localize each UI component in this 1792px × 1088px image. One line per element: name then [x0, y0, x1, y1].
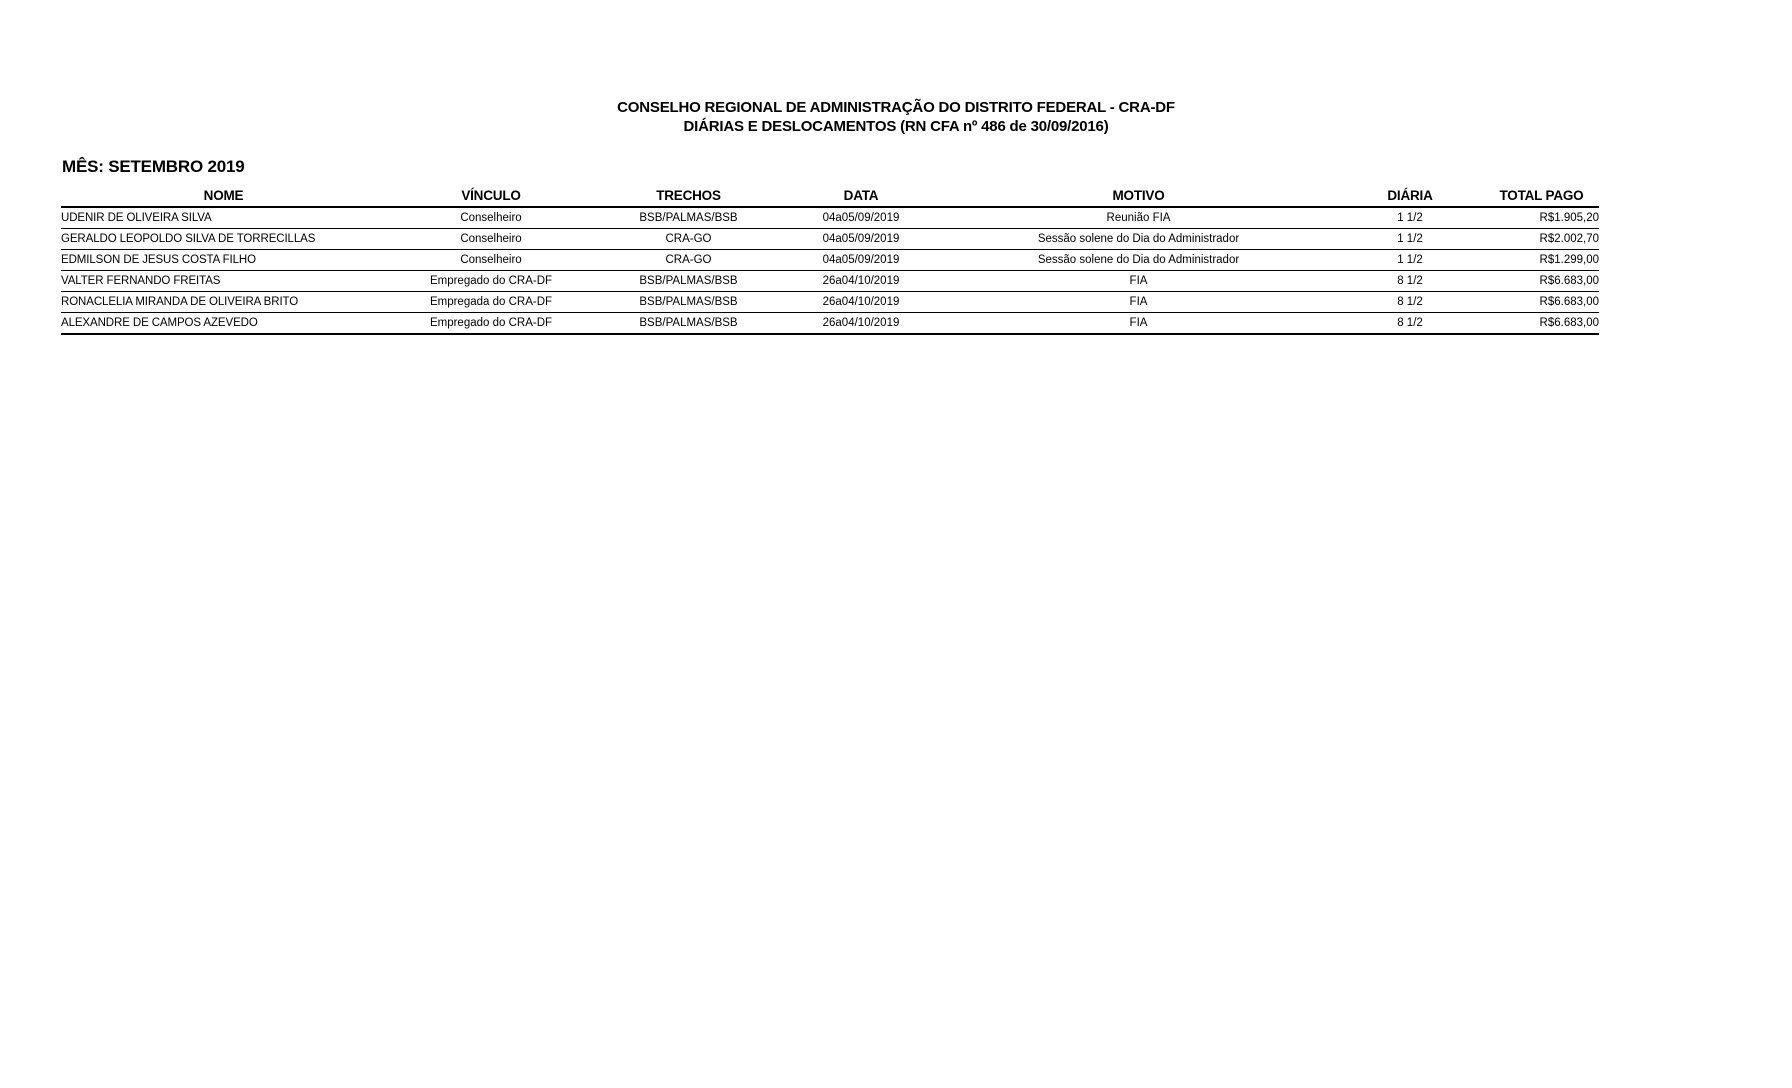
cell-vinculo: Empregado do CRA-DF — [386, 313, 596, 335]
cell-nome: RONACLELIA MIRANDA DE OLIVEIRA BRITO — [61, 292, 386, 313]
document-subtitle: DIÁRIAS E DESLOCAMENTOS (RN CFA nº 486 de 30/09/2016) — [683, 118, 1109, 136]
column-header-nome: NOME — [61, 188, 386, 207]
cell-vinculo: Conselheiro — [386, 229, 596, 250]
cell-total-pago: R$6.683,00 — [1484, 271, 1599, 292]
cell-motivo: Reunião FIA — [941, 207, 1336, 229]
table-row — [61, 250, 1599, 271]
column-header-data: DATA — [781, 188, 941, 207]
cell-trechos: BSB/PALMAS/BSB — [596, 271, 781, 292]
document-header — [0, 98, 1792, 136]
cell-nome: ALEXANDRE DE CAMPOS AZEVEDO — [61, 313, 386, 335]
cell-total-pago: R$1.299,00 — [1484, 250, 1599, 271]
cell-total-pago: R$6.683,00 — [1484, 292, 1599, 313]
cell-diaria: 1 1/2 — [1336, 250, 1484, 271]
table-row — [61, 271, 1599, 292]
cell-trechos: BSB/PALMAS/BSB — [596, 207, 781, 229]
cell-total-pago: R$6.683,00 — [1484, 313, 1599, 335]
column-header-diaria: DIÁRIA — [1336, 188, 1484, 207]
expenses-table — [61, 188, 1599, 335]
cell-vinculo: Empregada do CRA-DF — [386, 292, 596, 313]
cell-motivo: FIA — [941, 313, 1336, 335]
month-label: MÊS: SETEMBRO 2019 — [62, 157, 245, 176]
cell-motivo: Sessão solene do Dia do Administrador — [941, 229, 1336, 250]
cell-data: 26a04/10/2019 — [781, 271, 941, 292]
cell-diaria: 8 1/2 — [1336, 292, 1484, 313]
table-row — [61, 207, 1599, 229]
column-header-total-pago: TOTAL PAGO — [1484, 188, 1599, 207]
column-header-vinculo: VÍNCULO — [386, 188, 596, 207]
cell-total-pago: R$2.002,70 — [1484, 229, 1599, 250]
cell-trechos: BSB/PALMAS/BSB — [596, 292, 781, 313]
cell-nome: VALTER FERNANDO FREITAS — [61, 271, 386, 292]
cell-diaria: 8 1/2 — [1336, 271, 1484, 292]
organization-title: CONSELHO REGIONAL DE ADMINISTRAÇÃO DO DISTRITO FEDERAL - CRA-DF — [617, 99, 1175, 116]
cell-nome: UDENIR DE OLIVEIRA SILVA — [61, 207, 386, 229]
table-row — [61, 229, 1599, 250]
table-header-row — [61, 188, 1599, 207]
cell-diaria: 1 1/2 — [1336, 207, 1484, 229]
cell-nome: EDMILSON DE JESUS COSTA FILHO — [61, 250, 386, 271]
cell-data: 04a05/09/2019 — [781, 207, 941, 229]
cell-trechos: CRA-GO — [596, 250, 781, 271]
column-header-trechos: TRECHOS — [596, 188, 781, 207]
cell-total-pago: R$1.905,20 — [1484, 207, 1599, 229]
cell-trechos: BSB/PALMAS/BSB — [596, 313, 781, 335]
cell-trechos: CRA-GO — [596, 229, 781, 250]
cell-motivo: FIA — [941, 271, 1336, 292]
cell-motivo: Sessão solene do Dia do Administrador — [941, 250, 1336, 271]
cell-nome: GERALDO LEOPOLDO SILVA DE TORRECILLAS — [61, 229, 386, 250]
cell-vinculo: Conselheiro — [386, 250, 596, 271]
column-header-motivo: MOTIVO — [941, 188, 1336, 207]
cell-vinculo: Empregado do CRA-DF — [386, 271, 596, 292]
table-row — [61, 292, 1599, 313]
table-row — [61, 313, 1599, 335]
cell-diaria: 8 1/2 — [1336, 313, 1484, 335]
cell-data: 04a05/09/2019 — [781, 250, 941, 271]
cell-data: 26a04/10/2019 — [781, 313, 941, 335]
cell-vinculo: Conselheiro — [386, 207, 596, 229]
cell-diaria: 1 1/2 — [1336, 229, 1484, 250]
cell-data: 04a05/09/2019 — [781, 229, 941, 250]
cell-motivo: FIA — [941, 292, 1336, 313]
cell-data: 26a04/10/2019 — [781, 292, 941, 313]
